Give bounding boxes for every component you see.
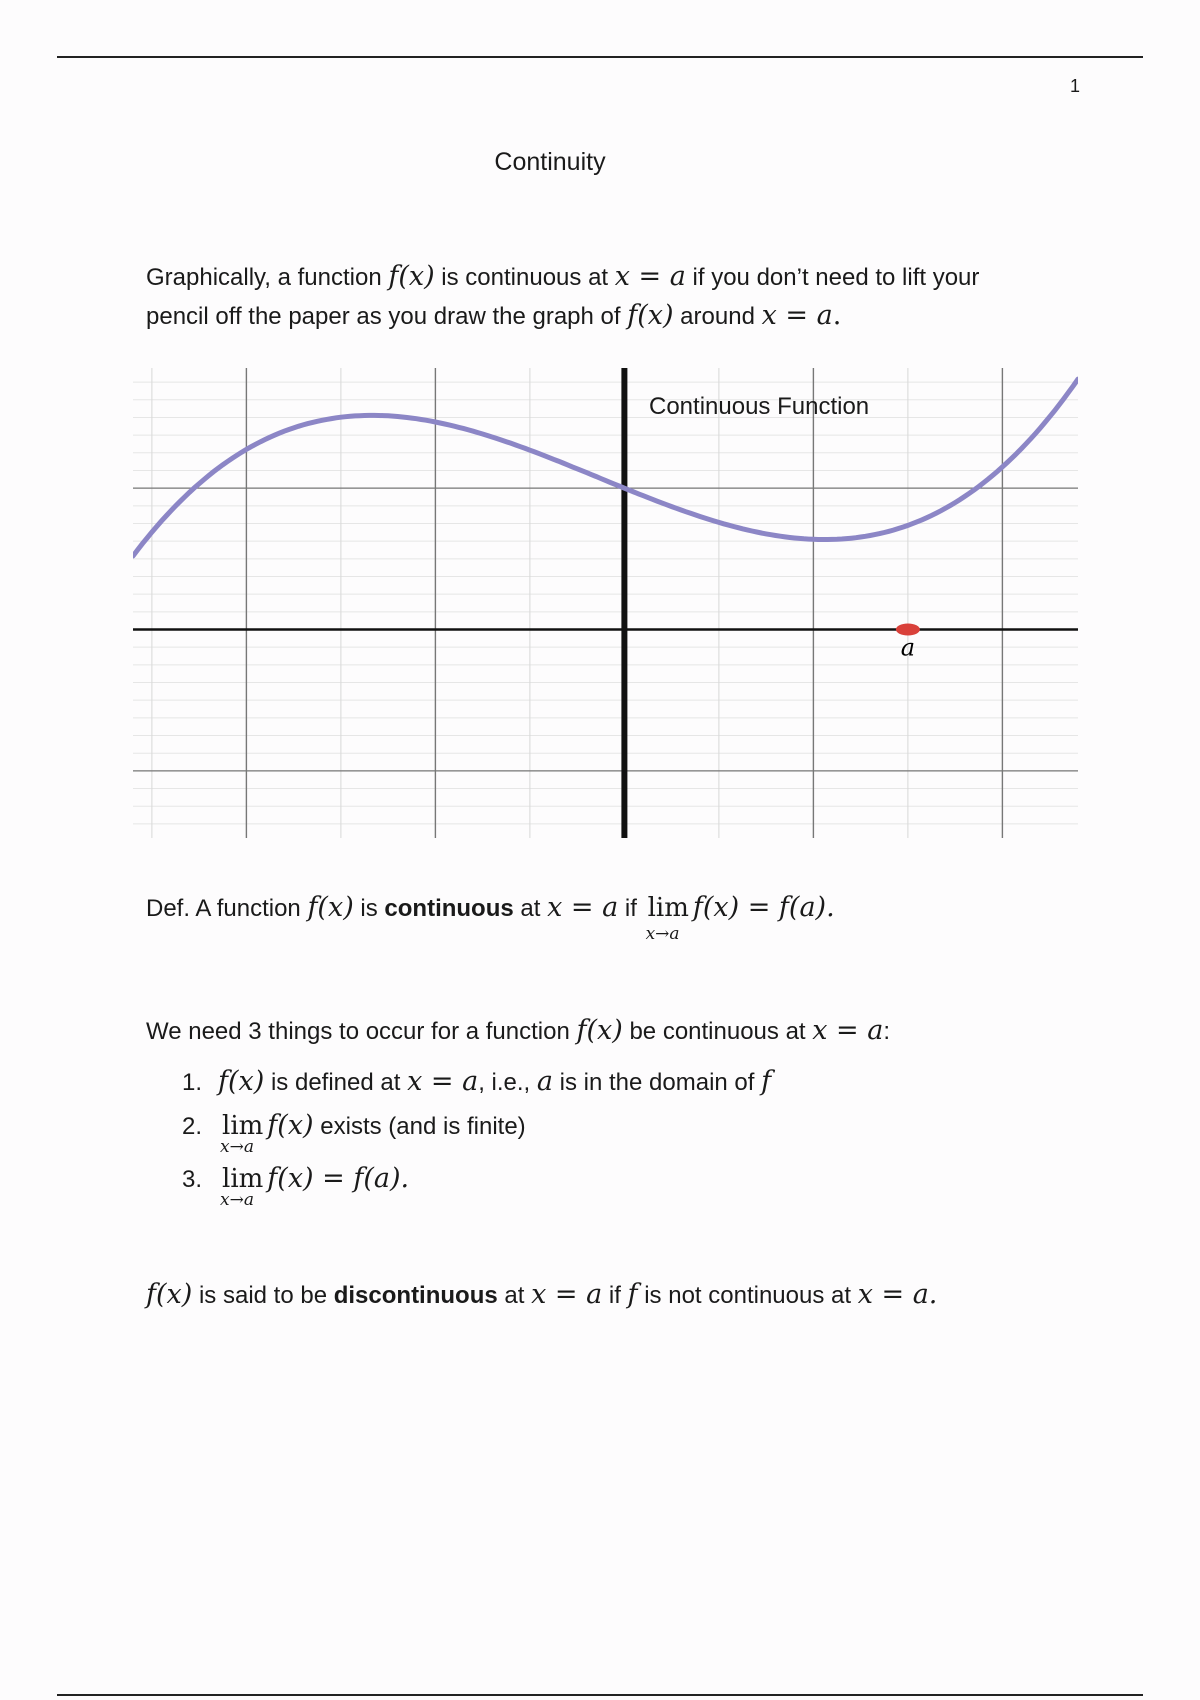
condition-item-1: 1. f(x) is defined at x = a, i.e., a is in the domain of f: [182, 1066, 772, 1097]
grid-lines: [133, 368, 1078, 838]
intro-line-1: Graphically, a function f(x) is continuous at x = a if you don’t need to lift your: [146, 261, 980, 292]
footer-rule: [57, 1694, 1143, 1696]
continuous-function-graph: [133, 368, 1078, 838]
definition-term: continuous: [384, 895, 514, 922]
page-title: Continuity: [494, 148, 606, 176]
definition-line: Def. A function f(x) is continuous at x = a if lim x→a f(x) = f(a).: [146, 888, 835, 929]
function-curve: [133, 379, 1078, 556]
axes: [133, 368, 1078, 838]
discontinuous-term: discontinuous: [333, 1282, 498, 1309]
limit-operator: lim x→a: [645, 893, 689, 944]
intro-line-2: pencil off the paper as you draw the graph of f(x) around x = a.: [146, 300, 842, 331]
point-a-label: a: [900, 633, 916, 662]
limit-operator: lim x→a: [220, 1164, 264, 1210]
condition-item-2: 2. lim x→a f(x) exists (and is finite): [182, 1110, 526, 1157]
conditions-intro: We need 3 things to occur for a function f(x) be continuous at x = a:: [146, 1015, 891, 1046]
limit-operator: lim x→a: [220, 1111, 264, 1157]
discontinuous-definition: f(x) is said to be discontinuous at x = a if f is not continuous at x = a.: [146, 1279, 938, 1310]
chart-title: Continuous Function: [649, 393, 870, 420]
header-rule: [57, 56, 1143, 58]
page-number: 1: [1070, 76, 1081, 96]
condition-item-3: 3. lim x→a f(x) = f(a).: [182, 1163, 410, 1210]
